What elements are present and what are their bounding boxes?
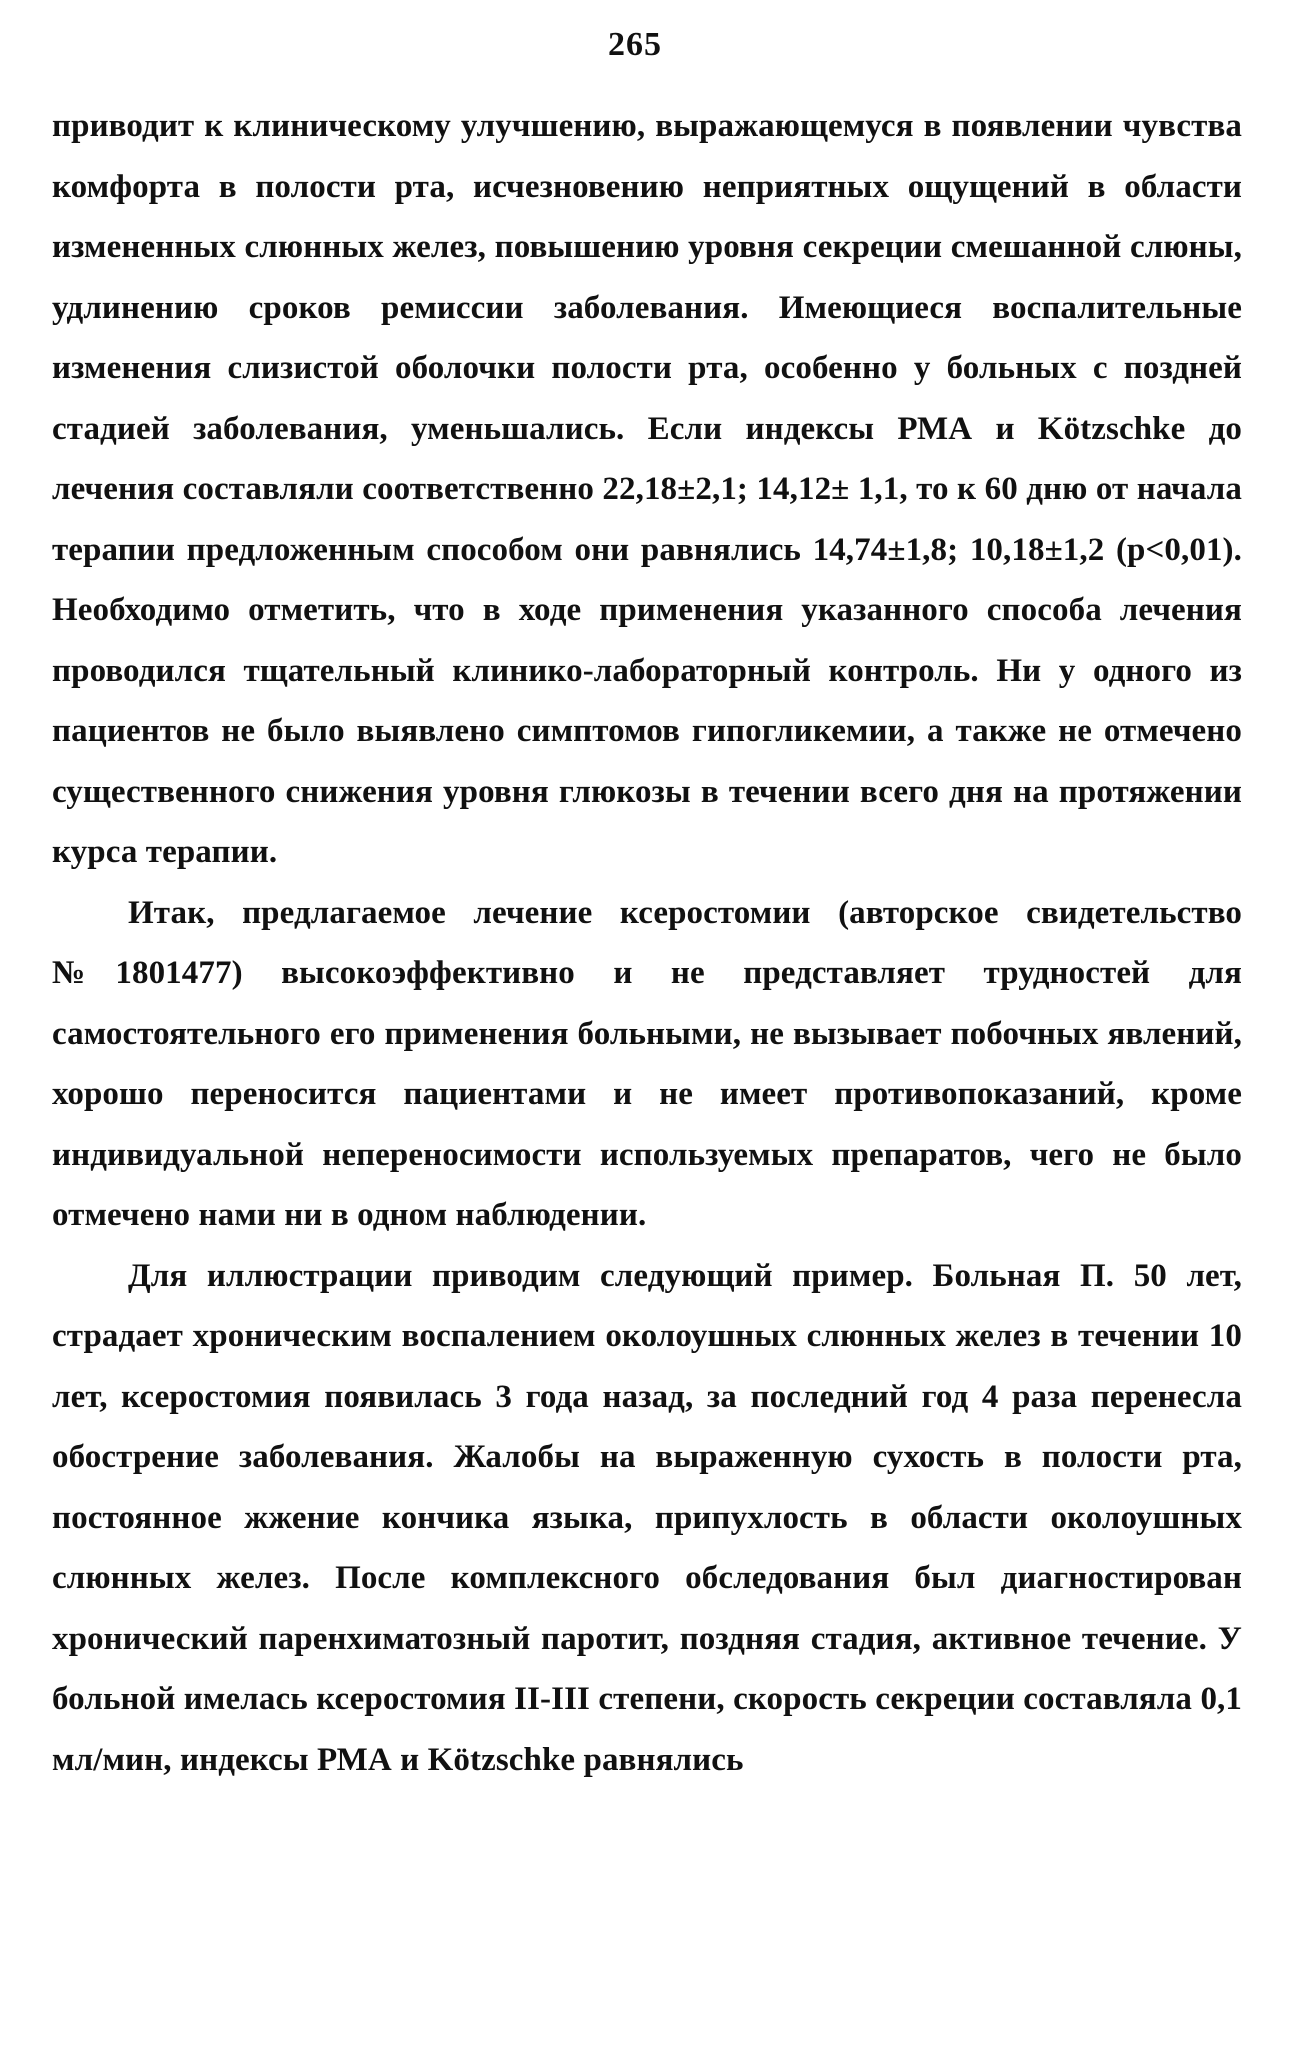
paragraph-continued: приводит к клиническому улучшению, выражающемуся в появлении чувства комфорта в полости рта, исчезновению неприятных ощущений в области измененных слюнных желез, повышению уровня секреции смешанной слюны, удлинению сроков ремиссии заболевания. Имеющиеся воспалительные изменения слизистой оболочки полости рта, особенно у больных с поздней стадией заболевания, уменьшались. Если индексы РМА и Kötzschke до лечения составляли соответственно 22,18±2,1; 14,12± 1,1, то к 60 дню от начала терапии предложенным способом они равнялись 14,74±1,8; 10,18±1,2 (р<0,01). Необходимо отметить, что в ходе применения указанного способа лечения проводился тщательный клинико-лабораторный контроль. Ни у одного из пациентов не было выявлено симптомов гипогликемии, а также не отмечено существенного снижения уровня глюкозы в течении всего дня на протяжении курса терапии. xyxy=(52,108,1242,870)
body-text xyxy=(52,96,1242,1790)
paragraph-clinical-example: Для иллюстрации приводим следующий пример. Больная П. 50 лет, страдает хроническим воспалением околоушных слюнных желез в течении 10 лет, ксеростомия появилась 3 года назад, за последний год 4 раза перенесла обострение заболевания. Жалобы на выраженную сухость в полости рта, постоянное жжение кончика языка, припухлость в области околоушных слюнных желез. После комплексного обследования был диагностирован хронический паренхиматозный паротит, поздняя стадия, активное течение. У больной имелась ксеростомия II-III степени, скорость секреции составляла 0,1 мл/мин, индексы РМА и Kötzschke равнялись xyxy=(52,1257,1242,1778)
paragraph-conclusion: Итак, предлагаемое лечение ксеростомии (авторское свидетельство №1801477) высокоэффективно и не представляет трудностей для самостоятельного его применения больными, не вызывает побочных явлений, хорошо переносится пациентами и не имеет противопоказаний, кроме индивидуальной непереносимости используемых препаратов, чего не было отмечено нами ни в одном наблюдении. xyxy=(52,894,1242,1233)
page-number: 265 xyxy=(608,26,662,63)
